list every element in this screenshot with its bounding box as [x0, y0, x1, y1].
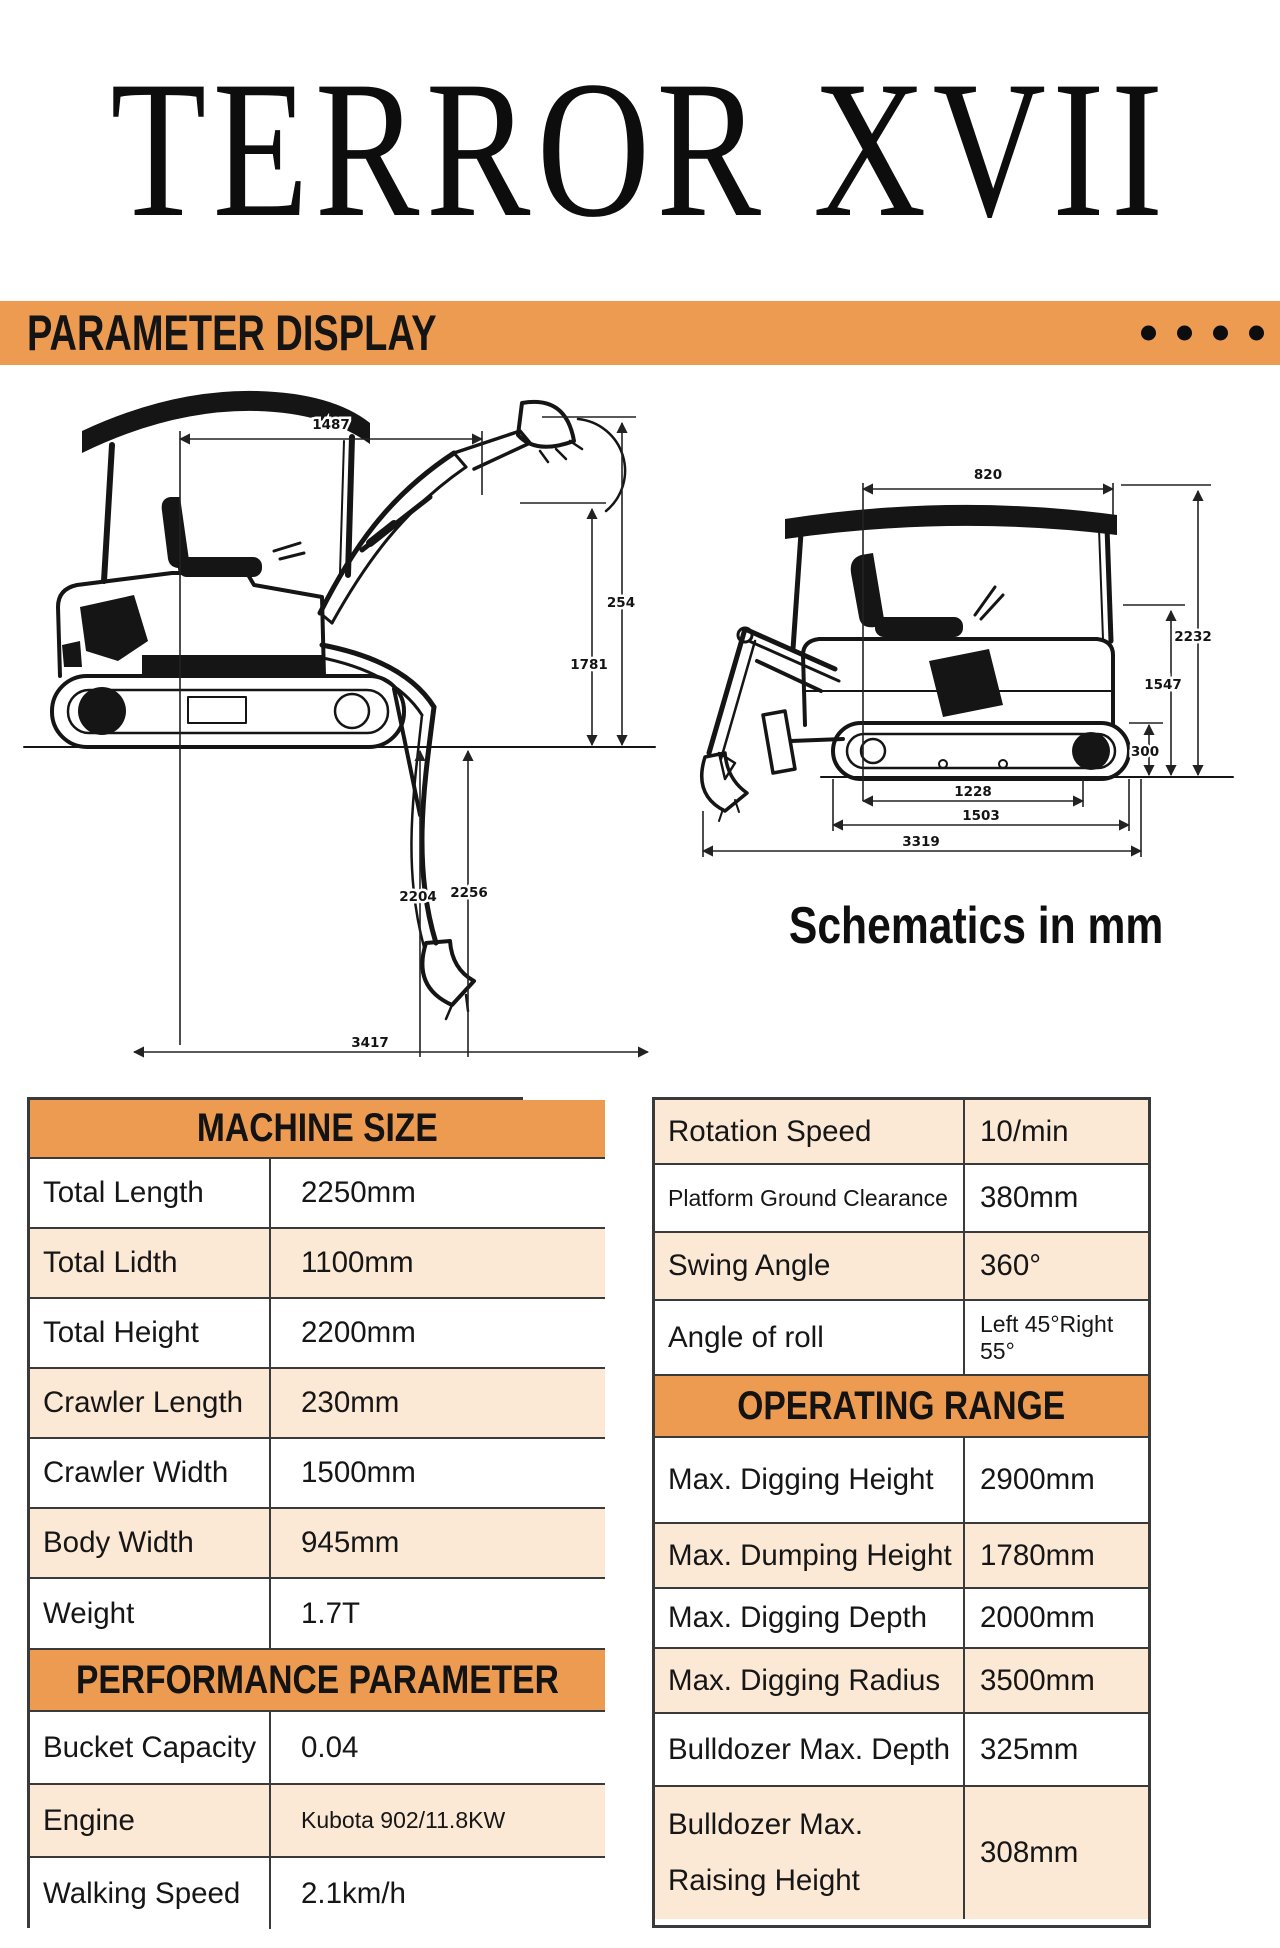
excavator-side-view: [24, 391, 655, 1019]
dot-icon: [1177, 326, 1192, 341]
dimension-label: 1781: [570, 657, 608, 673]
machine-size-table: [27, 1097, 559, 1928]
table-row: [655, 1587, 1148, 1647]
table-row: [655, 1436, 1148, 1522]
table-row: [655, 1712, 1148, 1785]
table-row: [30, 1157, 605, 1227]
dimension-label: 254: [606, 595, 636, 611]
table-row: [655, 1163, 1148, 1231]
row-label: Max. Digging Depth: [668, 1601, 928, 1634]
dimension-label: 1487: [312, 417, 350, 433]
section-header-label: MACHINE SIZE: [196, 1106, 438, 1150]
row-value: 1.7T: [301, 1596, 361, 1630]
section-header-label: OPERATING RANGE: [737, 1383, 1066, 1428]
table-row: [30, 1227, 605, 1297]
row-label: Max. Dumping Height: [668, 1538, 952, 1572]
row-label: Engine: [43, 1803, 135, 1837]
row-value: 380mm: [980, 1181, 1079, 1214]
dimension-label: 3319: [902, 834, 940, 850]
row-value: 2900mm: [980, 1463, 1095, 1496]
row-value: Left 45°Right 55°: [980, 1310, 1114, 1364]
row-value: 2250mm: [301, 1176, 416, 1209]
row-value: 945mm: [301, 1526, 400, 1559]
dot-icon: [1141, 326, 1156, 341]
row-value: 2200mm: [301, 1316, 416, 1349]
dot-icon: [1213, 326, 1228, 341]
dimension-label: 3417: [351, 1035, 389, 1051]
row-value: 1780mm: [980, 1538, 1095, 1572]
row-value: 325mm: [980, 1732, 1079, 1766]
row-label-line1: Bulldozer Max.: [668, 1808, 864, 1841]
operating-range-header: [655, 1374, 1148, 1436]
dimension-label: 2204: [399, 889, 437, 905]
row-label: Total Length: [43, 1176, 204, 1209]
table-row: [655, 1299, 1148, 1374]
row-value: 308mm: [980, 1836, 1079, 1869]
right-schematic-drawing: [693, 423, 1263, 948]
banner-label: PARAMETER DISPLAY: [27, 305, 437, 361]
dimension-label: 1228: [954, 784, 992, 800]
table-row: [655, 1100, 1148, 1163]
table-row: [655, 1522, 1148, 1587]
dimension-label: 1503: [962, 808, 1000, 824]
table-row: [30, 1507, 605, 1577]
machine-size-header: [30, 1100, 605, 1157]
row-label: Total Height: [43, 1316, 199, 1349]
table-row: [655, 1647, 1148, 1712]
dimension-label: 2256: [450, 885, 488, 901]
row-label: Angle of roll: [668, 1320, 824, 1354]
left-schematic: [22, 345, 657, 1060]
row-label: Body Width: [43, 1526, 194, 1559]
row-label: Bucket Capacity: [43, 1730, 257, 1764]
table-row: [30, 1856, 605, 1929]
schematics-caption: Schematics in mm: [788, 897, 1164, 955]
excavator-rear-view: [702, 505, 1233, 821]
dot-icon: [1249, 326, 1264, 341]
row-label: Max. Digging Height: [668, 1463, 934, 1496]
row-value: 1500mm: [301, 1456, 416, 1489]
row-value: 0.04: [301, 1730, 359, 1764]
row-value: 10/min: [980, 1114, 1069, 1148]
row-value: 1100mm: [301, 1246, 414, 1279]
table-row: [30, 1297, 605, 1367]
dimension-label: 820: [973, 467, 1003, 483]
row-value: 2.1km/h: [301, 1876, 406, 1910]
table-row: [30, 1710, 605, 1783]
table-row: [655, 1785, 1148, 1919]
row-label: Platform Ground Clearance: [668, 1184, 948, 1211]
table-row: [30, 1783, 605, 1856]
left-schematic-drawing: [22, 345, 657, 1060]
section-header-label: PERFORMANCE PARAMETER: [75, 1657, 559, 1702]
dimension-label: 1547: [1144, 677, 1182, 693]
row-value: 360°: [980, 1249, 1042, 1282]
row-label: Crawler Width: [43, 1456, 229, 1489]
performance-parameter-header: [30, 1648, 605, 1710]
row-label: Max. Digging Radius: [668, 1663, 941, 1697]
table-row: [655, 1231, 1148, 1299]
table-row: [30, 1437, 605, 1507]
row-value: 3500mm: [980, 1663, 1095, 1697]
row-value: 230mm: [301, 1386, 400, 1419]
dimension-label: 300: [1130, 744, 1160, 760]
row-label: Weight: [43, 1596, 135, 1630]
row-label: Swing Angle: [668, 1249, 831, 1282]
row-label: Crawler Length: [43, 1386, 244, 1419]
dimension-label: 2232: [1174, 629, 1212, 645]
banner-dots: [1141, 326, 1264, 341]
row-label: Rotation Speed: [668, 1114, 872, 1148]
row-value: Kubota 902/11.8KW: [301, 1807, 506, 1833]
row-value: 2000mm: [980, 1601, 1095, 1634]
operating-range-table: [652, 1097, 1151, 1928]
page-title: TERROR XVII: [110, 40, 1170, 258]
right-schematic: [693, 423, 1263, 948]
row-label: Total Lidth: [43, 1246, 178, 1279]
row-label: Walking Speed: [43, 1876, 241, 1910]
row-label: Bulldozer Max. Depth: [668, 1732, 951, 1766]
table-row: [30, 1367, 605, 1437]
row-label-line2: Raising Height: [668, 1864, 860, 1897]
table-row: [30, 1577, 605, 1648]
